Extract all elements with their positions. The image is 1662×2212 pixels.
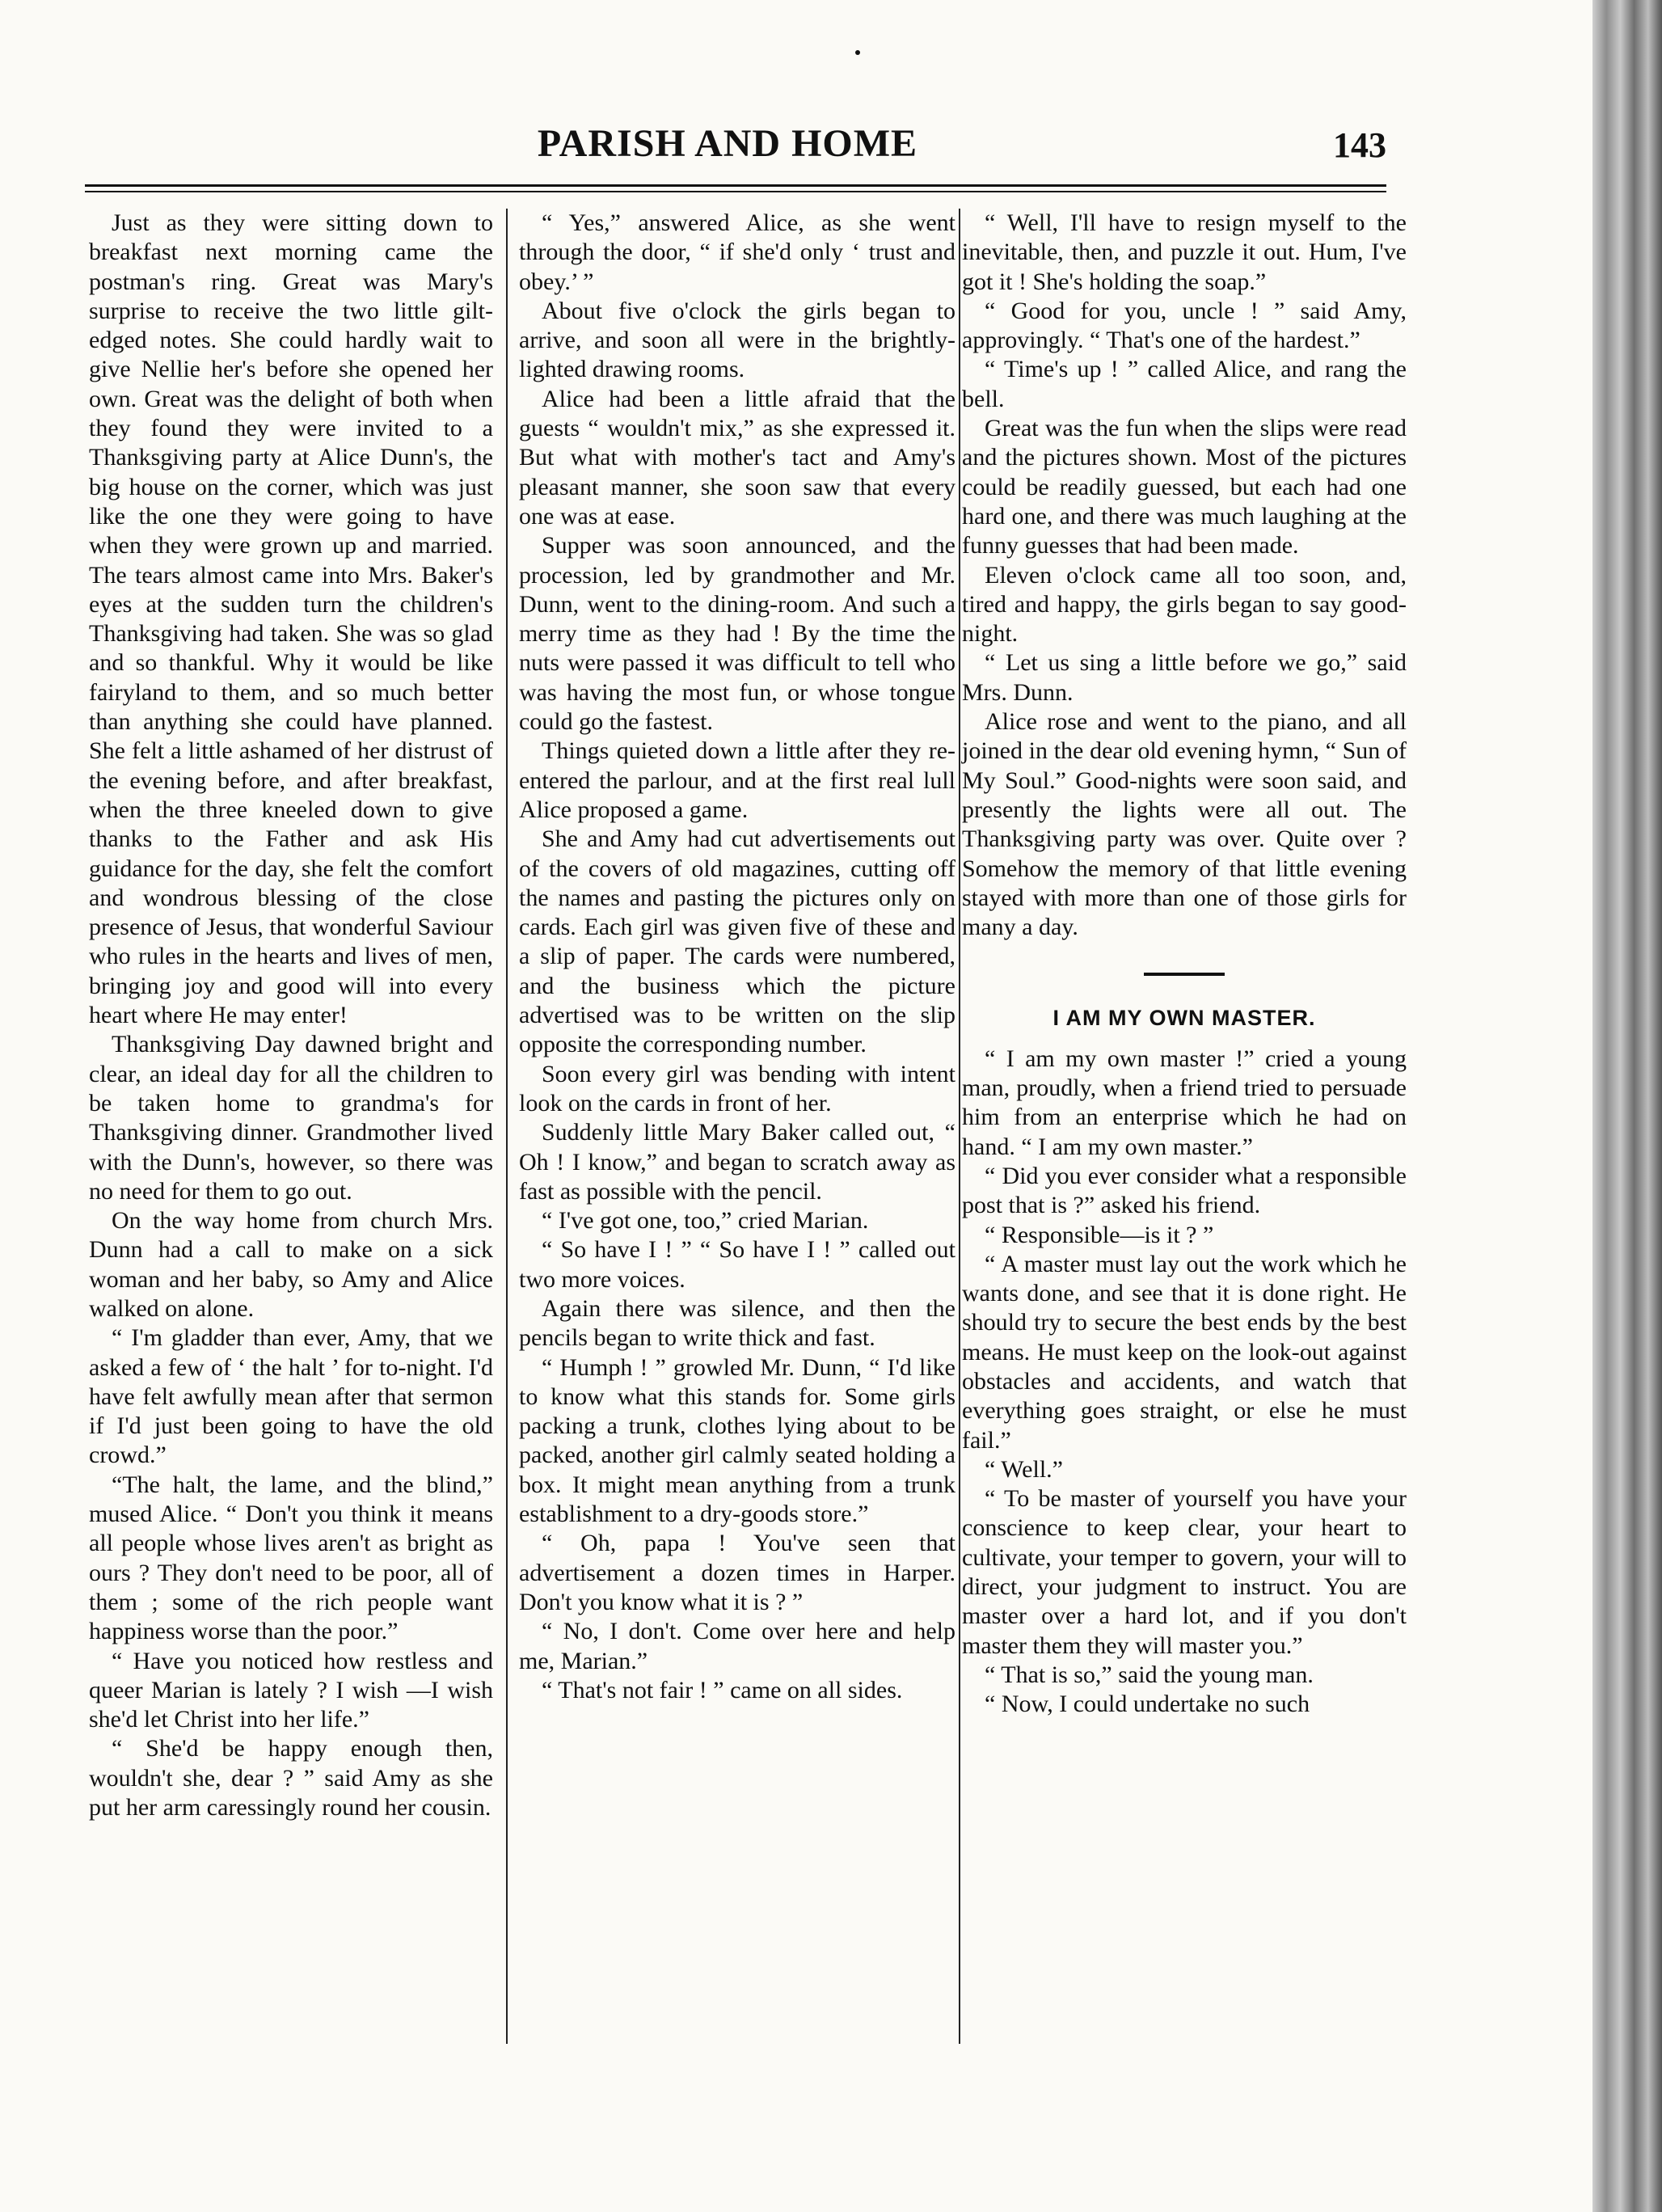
paragraph: “ A master must lay out the work which he wants done, and see that it is done right. He should try to secure the best ends by the best means. He must keep on the look-out against obstacles and accidents, and watch that everything goes straight, or else he must fail.” bbox=[962, 1250, 1407, 1454]
paragraph: “ Oh, papa ! You've seen that advertisement a dozen times in Harper. Don't you know what it is ? ” bbox=[519, 1530, 955, 1615]
paragraph: Eleven o'clock came all too soon, and, tired and happy, the girls began to say good-night. bbox=[962, 561, 1407, 648]
paragraph: Alice rose and went to the piano, and all joined in the dear old evening hymn, “ Sun of My Soul.” Good-nights were soon said, and presently the lights were all out. The Thanksgiving party was over. Quite over ? Somehow the memory of that little evening stayed with more than one of those girls for many a day. bbox=[962, 708, 1407, 941]
paragraph: “ Good for you, uncle ! ” said Amy, approvingly. “ That's one of the hardest.” bbox=[962, 297, 1407, 354]
paragraph: “ Humph ! ” growled Mr. Dunn, “ I'd like to know what this stands for. Some girls packing a trunk, clothes lying about to be packed, another girl calmly seated holding a box. It might mean anything from a trunk establishment to a dry-goods store.” bbox=[519, 1353, 955, 1528]
running-header-title: PARISH AND HOME bbox=[537, 122, 918, 165]
paragraph: Suddenly little Mary Baker called out, “ Oh ! I know,” and began to scratch away as fast as possible with the pencil. bbox=[519, 1119, 955, 1205]
paragraph: “ To be master of yourself you have your conscience to keep clear, your heart to cultivate, your temper to govern, your will to direct, your judgment to instruct. You are master over a hard lot, and if you don't master them they will master you.” bbox=[962, 1485, 1407, 1659]
paragraph: “The halt, the lame, and the blind,” mused Alice. “ Don't you think it means all people whose lives aren't as bright as ours ? They don't need to be poor, all of them ; some of the rich people want happiness worse than the poor.” bbox=[89, 1471, 493, 1645]
book-page-edges bbox=[1592, 0, 1662, 2212]
paragraph: “ No, I don't. Come over here and help me, Marian.” bbox=[519, 1618, 955, 1674]
paragraph: Again there was silence, and then the pencils began to write thick and fast. bbox=[519, 1294, 955, 1352]
paragraph: About five o'clock the girls began to arrive, and soon all were in the brightly-lighted drawing rooms. bbox=[519, 297, 955, 383]
paragraph: Supper was soon announced, and the procession, led by grandmother and Mr. Dunn, went to the dining-room. And such a merry time as they had ! By the time the nuts were passed it was difficult to tell who was having the most fun, or whose tongue could go the fastest. bbox=[519, 532, 955, 736]
text-column-3 bbox=[962, 209, 1407, 1720]
paragraph: “ Did you ever consider what a responsible post that is ?” asked his friend. bbox=[962, 1162, 1407, 1219]
paragraph: Great was the fun when the slips were read and the pictures shown. Most of the pictures could be readily guessed, but each had one hard one, and there was much laughing at the funny guesses that had been made. bbox=[962, 415, 1407, 559]
paragraph: “ I'm gladder than ever, Amy, that we asked a few of ‘ the halt ’ for to-night. I'd have felt awfully mean after that sermon if I'd just been going to have the old crowd.” bbox=[89, 1324, 493, 1469]
paragraph: Thanksgiving Day dawned bright and clear, an ideal day for all the children to be taken home to grandma's for Thanksgiving dinner. Grandmother lived with the Dunn's, however, so there was no need for them to go out. bbox=[89, 1031, 493, 1205]
paragraph: Things quieted down a little after they re-entered the parlour, and at the first real lull Alice proposed a game. bbox=[519, 737, 955, 823]
paragraph: “ Now, I could undertake no such bbox=[985, 1691, 1310, 1718]
text-column-1 bbox=[89, 209, 493, 1822]
column-divider-1 bbox=[506, 209, 508, 2044]
paragraph: “ She'd be happy enough then, wouldn't she, dear ? ” said Amy as she put her arm caressingly round her cousin. bbox=[89, 1735, 493, 1822]
header-rule-thick bbox=[85, 184, 1386, 187]
paragraph: Just as they were sitting down to breakfast next morning came the postman's ring. Great was Mary's surprise to receive the two little gilt-edged notes. She could hardly wait to give Nellie her's before she opened her own. Great was the delight of both when they found they were invited to a Thanksgiving party at Alice Dunn's, the big house on the corner, which was just like the one they were going to have when they were grown up and married. The tears almost came into Mrs. Baker's eyes at the sudden turn the children's Thanksgiving had taken. She was so glad and so thankful. Why it would be like fairyland to them, and so much better than anything she could have planned. She felt a little ashamed of her distrust of the evening before, and after breakfast, when the three kneeled down to give thanks to the Father and ask His guidance for the day, she felt the comfort and wondrous blessing of the close presence of Jesus, that wonderful Saviour who rules in the hearts and lives of men, bringing joy and good will into every heart where He may enter! bbox=[89, 209, 493, 1029]
page-number: 143 bbox=[1333, 125, 1386, 165]
section-heading: I AM MY OWN MASTER. bbox=[1052, 1006, 1316, 1031]
paragraph: “ Well.” bbox=[985, 1455, 1063, 1483]
section-separator bbox=[1144, 973, 1225, 976]
paragraph: “ Time's up ! ” called Alice, and rang the bell. bbox=[962, 356, 1407, 412]
text-column-2 bbox=[519, 209, 955, 1705]
header-rule-thin bbox=[85, 191, 1386, 192]
paragraph: “ That's not fair ! ” came on all sides. bbox=[542, 1676, 903, 1703]
paragraph: “ Have you noticed how restless and queer Marian is lately ? I wish —I wish she'd let Christ into her life.” bbox=[89, 1647, 493, 1733]
paragraph: “ Yes,” answered Alice, as she went through the door, “ if she'd only ‘ trust and obey.’ ” bbox=[519, 209, 955, 295]
column-divider-2 bbox=[959, 209, 960, 2044]
paragraph: “ Responsible—is it ? ” bbox=[985, 1221, 1214, 1248]
paragraph: On the way home from church Mrs. Dunn had a call to make on a sick woman and her baby, so Amy and Alice walked on alone. bbox=[89, 1207, 493, 1322]
paragraph: “ Let us sing a little before we go,” said Mrs. Dunn. bbox=[962, 649, 1407, 706]
paragraph: “ So have I ! ” “ So have I ! ” called out two more voices. bbox=[519, 1236, 955, 1293]
paragraph: “ Well, I'll have to resign myself to the inevitable, then, and puzzle it out. Hum, I've got it ! She's holding the soap.” bbox=[962, 209, 1407, 295]
paragraph: “ I've got one, too,” cried Marian. bbox=[542, 1207, 869, 1235]
paragraph: “ I am my own master !” cried a young man, proudly, when a friend tried to persuade him from an enterprise which he had on hand. “ I am my own master.” bbox=[962, 1045, 1407, 1160]
paragraph: “ That is so,” said the young man. bbox=[985, 1661, 1314, 1688]
paragraph: She and Amy had cut advertisements out of the covers of old magazines, cutting off the names and pasting the pictures only on cards. Each girl was given five of these and a slip of paper. The cards were numbered, and the business which the picture advertised was to be written on the slip opposite the corresponding number. bbox=[519, 825, 955, 1058]
ink-dot bbox=[855, 50, 860, 55]
paragraph: Alice had been a little afraid that the guests “ wouldn't mix,” as she expressed it. But what with mother's tact and Amy's pleasant manner, she soon saw that every one was at ease. bbox=[519, 385, 955, 530]
paragraph: Soon every girl was bending with intent look on the cards in front of her. bbox=[519, 1060, 955, 1117]
